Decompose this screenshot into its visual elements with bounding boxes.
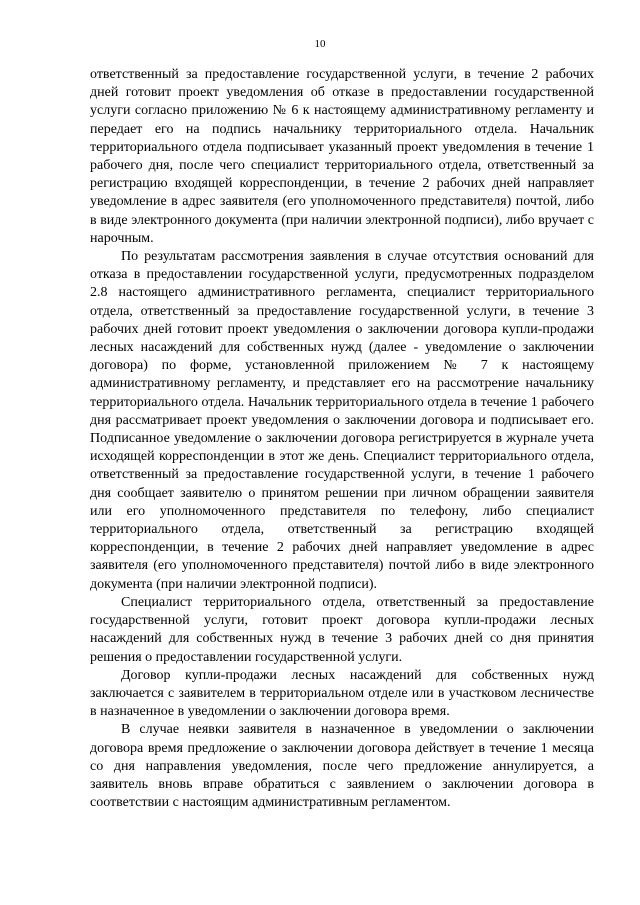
paragraph-contract-draft: Специалист территориального отдела, ответственный за предоставление государственной услуги, готовит проект договора купли-продажи лесных насаждений для собственных нужд в течение 3 рабочих дней со дня принятия решения о предоставлении государственной услуги. [90,594,594,665]
paragraph-continuation: ответственный за предоставление государственной услуги, в течение 2 рабочих дней готовит проект уведомления об отказе в предоставлении государственной услуги согласно приложению № 6 к настоящему административному регламенту и передает его на подпись начальнику территориального отдела. Начальник территориального отдела подписывает указанный проект уведомления в течение 1 рабочего дня, после чего специалист территориального отдела, ответственный за регистрацию входящей корреспонденции, в течение 2 рабочих дней направляет уведомление в адрес заявителя (его уполномоченного представителя) почтой, либо в виде электронного документа (при наличии электронной подписи), либо вручает с нарочным. [90,67,594,246]
paragraph-contract-signing: Договор купли-продажи лесных насаждений для собственных нужд заключается с заявителем в территориальном отделе или в участковом лесничестве в назначенное в уведомлении о заключении договора время. [90,667,594,720]
paragraph-non-appearance: В случае неявки заявителя в назначенное в уведомлении о заключении договора время предложение о заключении договора действует в течение 1 месяца со дня направления уведомления, после чего предложение аннулируется, а заявитель вновь вправе обратиться с заявлением о заключении договора в соответствии с настоящим административным регламентом. [90,722,594,811]
document-body [90,66,594,812]
paragraph-approval-notice: По результатам рассмотрения заявления в случае отсутствия оснований для отказа в предоставлении государственной услуги, предусмотренных подразделом 2.8 настоящего административного регламента, специалист территориального отдела, ответственный за предоставление государственной услуги, в течение 3 рабочих дней готовит проект уведомления о заключении договора купли-продажи лесных насаждений для собственных нужд (далее - уведомление о заключении договора) по форме, установленной приложением № 7 к настоящему административному регламенту, и представляет его на рассмотрение начальнику территориального отдела. Начальник территориального отдела в течение 1 рабочего дня рассматривает проект уведомления о заключении договора и подписывает его. Подписанное уведомление о заключении договора регистрируется в журнале учета исходящей корреспонденции в этот же день. Специалист территориального отдела, ответственный за предоставление государственной услуги, в течение 1 рабочего дня сообщает заявителю о принятом решении при личном обращении заявителя или его уполномоченного представителя по телефону, либо специалист территориального отдела, ответственный за регистрацию входящей корреспонденции, в течение 2 рабочих дней направляет уведомление в адрес заявителя (его уполномоченного представителя) почтой либо в виде электронного документа (при наличии электронной подписи). [90,249,594,592]
page-number: 10 [314,38,326,50]
